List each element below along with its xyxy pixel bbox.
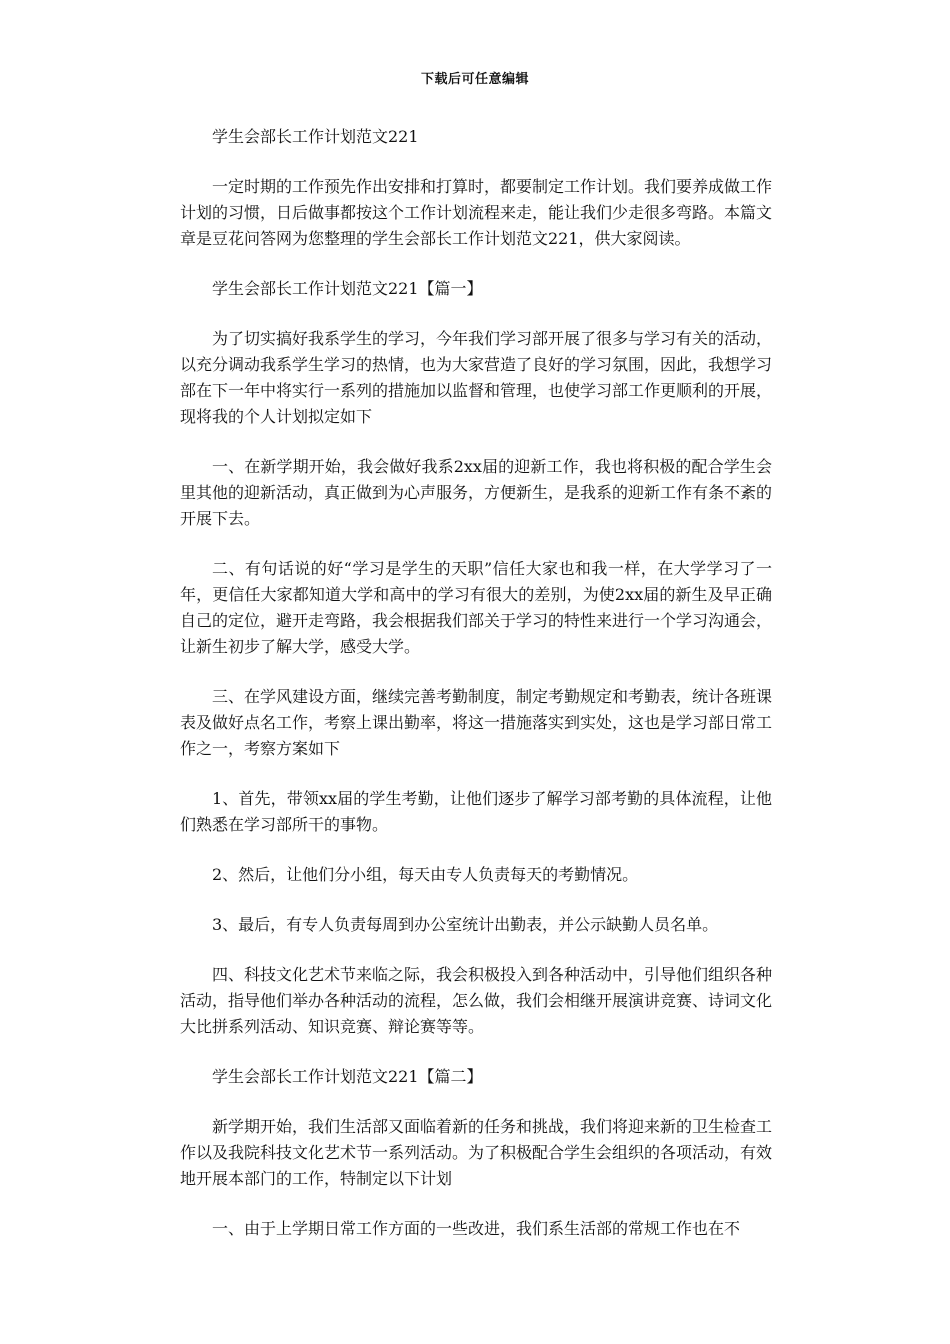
- section-1-subitem-1: 1、首先，带领xx届的学生考勤，让他们逐步了解学习部考勤的具体流程，让他们熟悉在学习部所干的事物。: [180, 789, 772, 834]
- section-1-item-2: 二、有句话说的好“学习是学生的天职”信任大家也和我一样，在大学学习了一年，更信任大家都知道大学和高中的学习有很大的差别，为使2xx届的新生及早正确自己的定位，避开走弯路，我会根据我们部关于学习的特性来进行一个学习沟通会，让新生初步了解大学，感受大学。: [180, 559, 773, 656]
- section-1-subitem-3: 3、最后，有专人负责每周到办公室统计出勤表，并公示缺勤人员名单。: [212, 915, 719, 934]
- section-1-subitem-2: 2、然后，让他们分小组，每天由专人负责每天的考勤情况。: [212, 865, 639, 884]
- section-heading-1: 学生会部长工作计划范文221【篇一】: [212, 279, 483, 298]
- section-1-item-1: 一、在新学期开始，我会做好我系2xx届的迎新工作，我也将积极的配合学生会里其他的迎新活动，真正做到为心声服务，方便新生，是我系的迎新工作有条不紊的开展下去。: [180, 457, 773, 528]
- intro-paragraph: 一定时期的工作预先作出安排和打算时，都要制定工作计划。我们要养成做工作计划的习惯，日后做事都按这个工作计划流程来走，能让我们少走很多弯路。本篇文章是豆花问答网为您整理的学生会部长工作计划范文221，供大家阅读。: [180, 177, 773, 248]
- section-2-intro: 新学期开始，我们生活部又面临着新的任务和挑战，我们将迎来新的卫生检查工作以及我院科技文化艺术节一系列活动。为了积极配合学生会组织的各项活动，有效地开展本部门的工作，特制定以下计划: [180, 1117, 773, 1188]
- section-1-item-3: 三、在学风建设方面，继续完善考勤制度，制定考勤规定和考勤表，统计各班课表及做好点名工作，考察上课出勤率，将这一措施落实到实处，这也是学习部日常工作之一，考察方案如下: [180, 687, 773, 758]
- section-1-intro: 为了切实搞好我系学生的学习，今年我们学习部开展了很多与学习有关的活动，以充分调动我系学生学习的热情，也为大家营造了良好的学习氛围，因此，我想学习部在下一年中将实行一系列的措施加以监督和管理，也使学习部工作更顺利的开展，现将我的个人计划拟定如下: [180, 329, 773, 426]
- section-heading-2: 学生会部长工作计划范文221【篇二】: [212, 1067, 483, 1086]
- document-title: 学生会部长工作计划范文221: [212, 127, 419, 146]
- document-body: [180, 124, 772, 1266]
- section-1-item-4: 四、科技文化艺术节来临之际，我会积极投入到各种活动中，引导他们组织各种活动，指导他们举办各种活动的流程，怎么做，我们会相继开展演讲竞赛、诗词文化大比拼系列活动、知识竞赛、辩论赛等等。: [180, 965, 773, 1036]
- section-2-item-1: 一、由于上学期日常工作方面的一些改进，我们系生活部的常规工作也在不: [212, 1219, 741, 1238]
- page-header: 下载后可任意编辑: [420, 72, 529, 87]
